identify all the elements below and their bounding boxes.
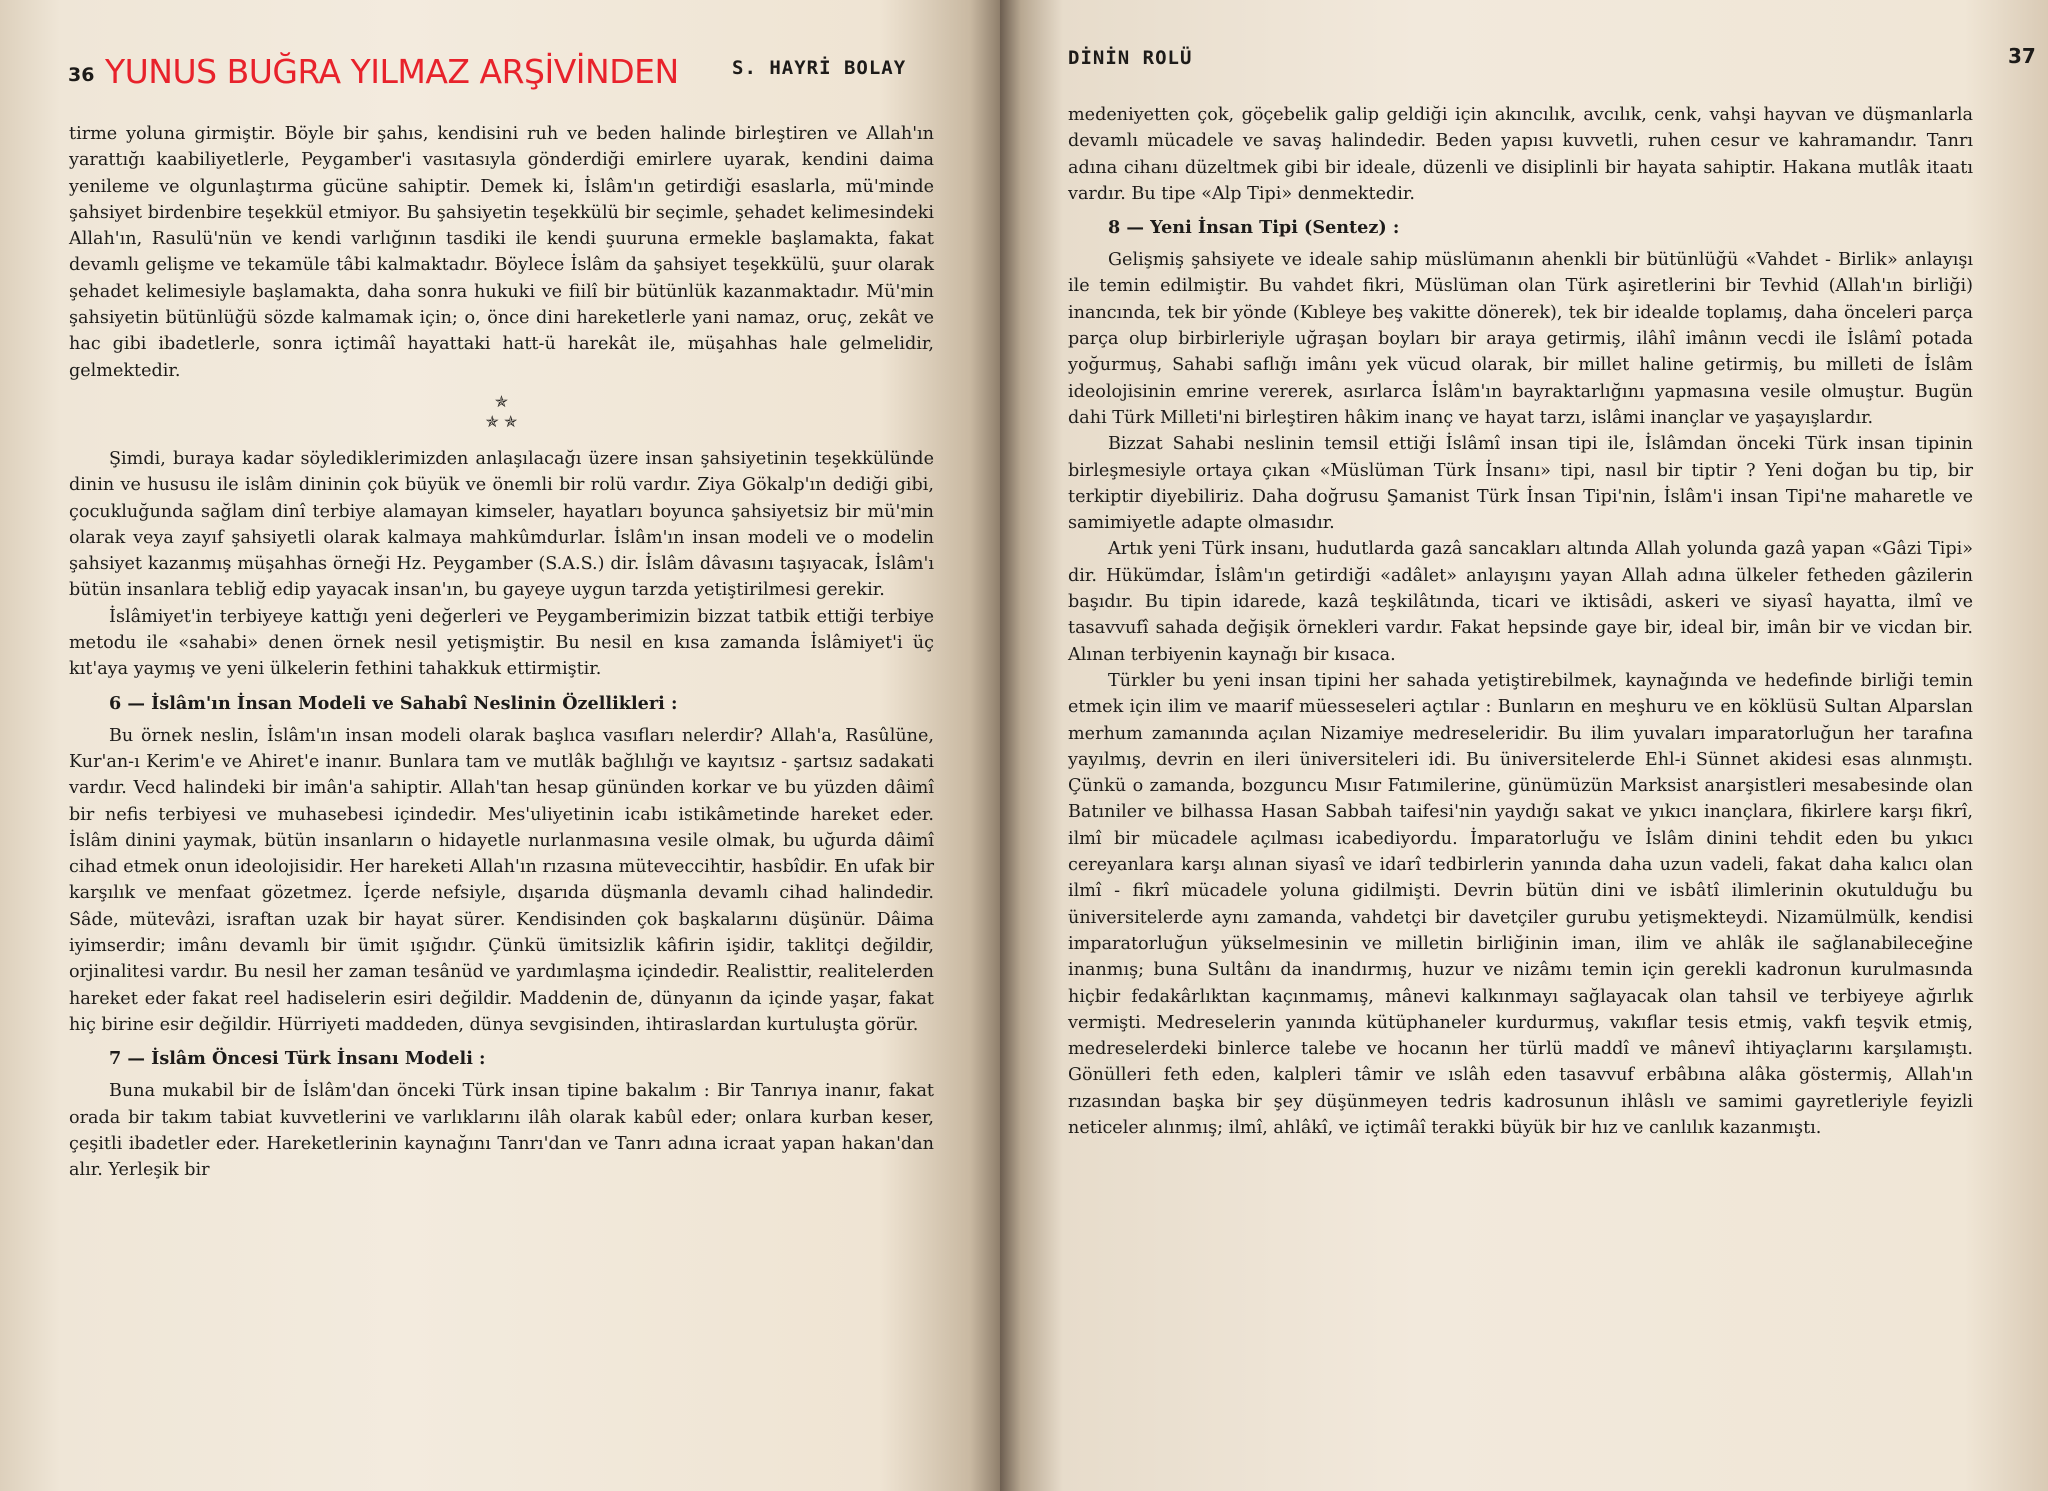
running-head-author: S. HAYRİ BOLAY	[732, 57, 907, 79]
paragraph: İslâmiyet'in terbiyeye kattığı yeni değerleri ve Peygamberimizin bizzat tatbik ettiği terbiye metodu ile «sahabi» denen örnek nesil yetişmiştir. Bu nesil en kısa zamanda İslâmiyet'i üç kıt'aya yaymış ve yeni ülkelerin fethini tahakkuk ettirmiştir.	[69, 606, 934, 680]
paragraph: medeniyetten çok, göçebelik galip geldiği için akıncılık, avcılık, cenk, vahşi hayvan ve düşmanlarla devamlı mücadele ve savaş halindedir. Beden yapısı kuvvetli, ruhen cesur ve kahramandır. Tanrı adına cihanı düzeltmek gibi bir ideale, düzenli ve disiplinli bir hayata sahiptir. Hakana mutlâk itaatı vardır. Bu tipe «Alp Tipi» denmektedir.	[1068, 105, 1973, 204]
right-page-header	[1000, 0, 2048, 110]
left-page-body	[69, 121, 934, 1183]
star-icon: ✯	[494, 391, 509, 411]
page-number: 36	[68, 64, 95, 86]
section-heading: 7 — İslâm Öncesi Türk İnsanı Modeli :	[109, 1048, 486, 1070]
paragraph: Gelişmiş şahsiyete ve ideale sahip müslümanın ahenkli bir bütünlüğü «Vahdet - Birlik» anlayışı ile temin edilmiştir. Bu vahdet fikri, Müslüman olan Türk aşiretlerini bir Tevhid (Allah'ın birliği) inancında, tek bir yönde (Kıbleye beş vakitte dönerek), tek bir idealde toplamış, daha önceleri parça parça olup birbirleriyle uğraşan boyları bir araya getirmiş, ilâhî imânın vecdi ile İslâmî potada yoğurmuş, Sahabi saflığı imânı yek vücud olarak, bir millet haline getirmiş, bu milleti de İslâm ideolojisinin emrine vererek, asırlarca İslâm'ın bayraktarlığını yapmasına vesile olmuştur. Bugün dahi Türk Milleti'ni birleştiren hâkim inanç ve hayat tarzı, islâmi inançlar ve yaşayışlardır.	[1068, 250, 1973, 428]
paragraph: Artık yeni Türk insanı, hudutlarda gazâ sancakları altında Allah yolunda gazâ yapan «Gâzi Tipi» dir. Hükümdar, İslâm'ın getirdiği «adâlet» anlayışını yayan Allah adına ülkeler fetheden gâzilerin başıdır. Bu tipin idarede, kazâ teşkilâtında, ticari ve iktisâdi, askeri ve siyasî hayatta, ilmî ve tasavvufî sahada değişik örnekleri vardır. Fakat hepsinde gaye bir, ideal bir, imân bir ve vicdan bir. Alınan terbiyenin kaynağı bir kısaca.	[1068, 539, 1973, 665]
paragraph: Türkler bu yeni insan tipini her sahada yetiştirebilmek, kaynağında ve hedefinde birliği temin etmek için ilim ve maarif müesseseleri açtılar : Bunların en meşhuru ve en köklüsü Sultan Alparslan merhum zamanında açılan Nizamiye medreseleridir. Bu ilim yuvaları imparatorluğun her tarafına yayılmış, devrin en ileri üniversiteleri idi. Bu üniversitelerde Ehl-i Sünnet akidesi esas alınmıştı. Çünkü o zamanda, bozguncu Mısır Fatımilerine, günümüzün Marksist anarşistleri mesabesinde olan Batıniler ve bilhassa Hasan Sabbah taifesi'nin yaydığı sakat ve yıkıcı inançlara, fikirlere karşı fikrî, ilmî bir mücadele açılması icabediyordu. İmparatorluğu ve İslâm dinini tehdit eden bu yıkıcı cereyanlara karşı alınan siyasî ve idarî tedbirlerin yanında daha uzun vadeli, fakat daha kalıcı olan ilmî - fikrî mücadele yoluna gidilmişti. Devrin bütün dini ve isbâtî ilimlerinin okutulduğu bu üniversitelerde aynı zamanda, vahdetçi bir davetçiler gurubu yetişmekteydi. Nizamülmülk, kendisi imparatorluğun yükselmesinin ve milletin birliğinin iman, ilim ve ahlâk ile sağlanabileceğine inanmış; buna Sultânı da inandırmış, huzur ve nizâmı temin için gerekli kadronun kurulmasında hiçbir fedakârlıktan kaçınmamış, mânevi kalkınmayı sağlayacak olan tahsil ve terbiyeye ağırlık vermişti. Medreselerin yanında kütüphaneler kurdurmuş, vakıflar tesis etmiş, vakfı teşvik etmiş, medreselerdeki binlerce talebe ve hocanın her türlü maddî ve mânevî ihtiyaçlarını karşılamıştı. Gönülleri feth eden, kalpleri tâmir ve ıslâh eden tasavvuf erbâbına alâka göstermiş, Allah'ın rızasından başka bir şey düşünmeyen tedris kadrosunun ihlâslı ve samimi gayretleriyle feyizli neticeler alınmış; ilmî, ahlâkî, ve içtimâî terakki büyük bir hız ve canlılık kazanmıştı.	[1068, 670, 1973, 1138]
right-page	[1000, 0, 2048, 1491]
section-heading: 6 — İslâm'ın İnsan Modeli ve Sahabî Neslinin Özellikleri :	[109, 692, 678, 714]
paragraph: tirme yoluna girmiştir. Böyle bir şahıs, kendisini ruh ve beden halinde birleştiren ve Allah'ın yarattığı kaabiliyetlerle, Peygamber'i vasıtasıyla gönderdiği emirlere uyarak, kendini daima yenileme ve olgunlaştırma gücüne sahiptir. Demek ki, İslâm'ın getirdiği esaslarla, mü'minde şahsiyet birdenbire teşekkül etmiyor. Bu şahsiyetin teşekkülü bir seçimle, şehadet kelimesindeki Allah'ın, Rasulü'nün ve kendi varlığının tasdiki ile kendi şuuruna ermekle başlamakta, fakat devamlı gelişme ve tekamüle tâbi kalmaktadır. Böylece İslâm da şahsiyet teşekkülü, şuur olarak şehadet kelimesiyle başlamakta, daha sonra hukuki ve fiilî bir bütünlük kazanmaktadır. Mü'min şahsiyetin bütünlüğü sözde kalmamak için; o, önce dini hareketlerle yani namaz, oruç, zekât ve hac gibi ibadetlerle, sonra içtimâî hayattaki hatt-ü harekât ile, müşahhas hale gelmelidir, gelmektedir.	[69, 124, 934, 381]
section-separator	[69, 392, 934, 432]
star-icon: ✯ ✯	[485, 411, 518, 431]
right-page-body	[1068, 102, 1973, 1141]
archive-watermark-title: YUNUS BUĞRA YILMAZ ARŞİVİNDEN	[105, 52, 679, 91]
paragraph: Bu örnek neslin, İslâm'ın insan modeli olarak başlıca vasıfları nelerdir? Allah'a, Rasûlüne, Kur'an-ı Kerim'e ve Ahiret'e inanır. Bunlara tam ve mutlâk bağlılığı ve kayıtsız - şartsız sadakati vardır. Vecd halindeki bir imân'a sahiptir. Allah'tan hesap gününden korkar ve bu yüzden dâimî bir nefis terbiyesi ve muhasebesi içindedir. Mes'uliyetinin icabı istikâmetinde hareket eder. İslâm dinini yaymak, bütün insanların o hidayetle nurlanmasına vesile olmak, bu uğurda dâimî cihad etmek onun ideolojisidir. Her hareketi Allah'ın rızasına müteveccihtir, hasbîdir. En ufak bir karşılık ve menfaat gözetmez. İçerde nefsiyle, dışarıda düşmanla devamlı cihad halindedir. Sâde, mütevâzi, israftan uzak bir hayat sürer. Kendisinden çok başkalarını düşünür. Dâima iyimserdir; imânı devamlı bir ümit ışığıdır. Çünkü ümitsizlik kâfirin işidir, taklitçi değildir, orjinalitesi vardır. Bu nesil her zaman tesânüd ve yardımlaşma içindedir. Realisttir, realitelerden hareket eder fakat reel hadiselerin esiri değildir. Maddenin de, dünyanın da içinde yaşar, fakat hiç birine esir değildir. Hürriyeti maddeden, dünya sevgisinden, ihtiraslardan kurtuluşta görür.	[69, 725, 934, 1035]
page-number: 37	[2008, 44, 2036, 68]
paragraph: Şimdi, buraya kadar söylediklerimizden anlaşılacağı üzere insan şahsiyetinin teşekkülünde dinin ve hususu ile islâm dininin çok büyük ve önemli bir rolü vardır. Ziya Gökalp'ın dediği gibi, çocukluğunda sağlam dinî terbiye alamayan kimseler, hayatları boyunca şahsiyetsiz bir mü'min olarak veya zayıf şahsiyetli olarak kalmaya mahkûmdurlar. İslâm'ın insan modeli ve o modelin şahsiyet kazanmış müşahhas örneği Hz. Peygamber (S.A.S.) dir. İslâm dâvasını taşıyacak, İslâm'ı bütün insanlara tebliğ edip yayacak insan'ın, bu gayeye uygun tarzda yetiştirilmesi gerekir.	[69, 448, 934, 601]
left-page-header	[0, 0, 1000, 110]
section-heading: 8 — Yeni İnsan Tipi (Sentez) :	[1108, 217, 1400, 239]
paragraph: Buna mukabil bir de İslâm'dan önceki Türk insan tipine bakalım : Bir Tanrıya inanır, fakat orada bir takım tabiat kuvvetlerini ve varlıklarını ilâh olarak kabûl eder; onlara kurban keser, çeşitli ibadetler eder. Hareketlerinin kaynağını Tanrı'dan ve Tanrı adına icraat yapan hakan'dan alır. Yerleşik bir	[69, 1081, 934, 1181]
running-head-chapter: DİNİN ROLÜ	[1068, 47, 1193, 69]
paragraph: Bizzat Sahabi neslinin temsil ettiği İslâmî insan tipi ile, İslâmdan önceki Türk insan tipinin birleşmesiyle ortaya çıkan «Müslüman Türk İnsanı» tipi, nasıl bir tiptir ? Yeni doğan bu tip, bir terkiptir diyebiliriz. Daha doğrusu Şamanist Türk İnsan Tipi'nin, İslâm'i insan Tipi'ne maharetle ve samimiyetle adapte olmasıdır.	[1068, 434, 1973, 534]
left-page	[0, 0, 1000, 1491]
